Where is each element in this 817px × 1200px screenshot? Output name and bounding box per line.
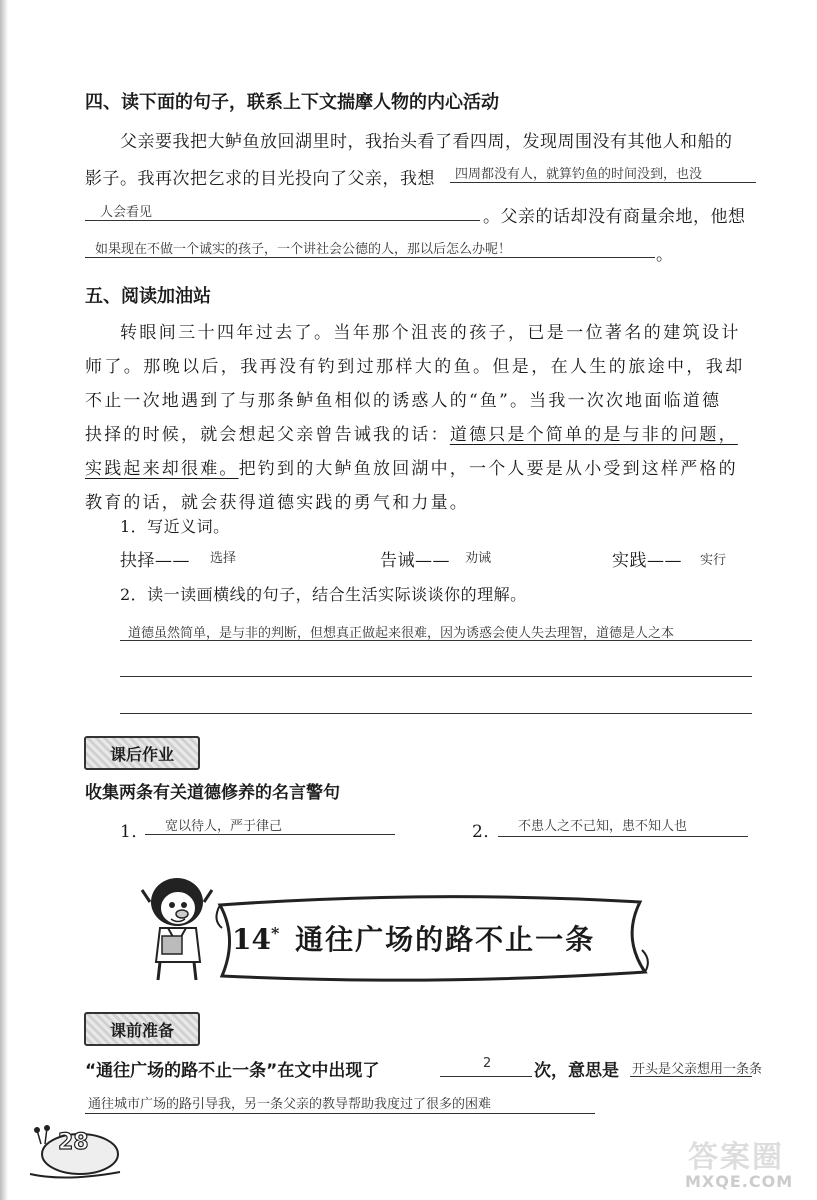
synonym-answer: 选择 [210,551,237,566]
passage-line [85,454,738,479]
section4-heading: 四、读下面的句子，联系上下文揣摩人物的内心活动 [85,92,499,113]
synonym-word: 告诫—— [380,551,450,571]
lesson-heading [232,918,595,958]
prep-tag: 课前准备 [84,1012,200,1046]
passage-line: 不止一次地遇到了与那条鲈鱼相似的诱惑人的“鱼”。当我一次次地面临道德 [85,391,722,411]
student-cartoon-illustration [138,872,216,982]
lesson-title: 通往广场的路不止一条 [295,923,596,956]
answer-line [450,182,756,183]
answer-line [120,640,752,641]
section4-end: 。 [656,245,674,265]
answer-line [120,713,752,714]
synonym-word: 抉择—— [120,551,190,571]
prep-question-a: “通往广场的路不止一条”在文中出现了 [85,1061,380,1081]
underlined-sentence: 道德只是个简单的是与非的问题， [449,425,738,445]
answer-line [440,1076,532,1077]
passage-line [85,420,738,445]
section4-line3: 。父亲的话却没有商量余地，他想 [483,207,746,227]
homework-heading: 收集两条有关道德修养的名言警句 [85,783,340,803]
question2-answer: 道德虽然简单，是与非的判断，但想真正做起来很难，因为诱惑会使人失去理智，道德是人之本 [128,626,675,641]
prep-answer-a: 开头是父亲想用一条条 [632,1062,763,1077]
passage-line: 转眼间三十四年过去了。当年那个沮丧的孩子，已是一位著名的建筑设计 [120,323,741,343]
homework-tag: 课后作业 [84,736,200,770]
answer-line [120,676,752,677]
underlined-sentence: 实践起来却很难。 [85,459,239,479]
page-spine-shadow [0,0,8,1200]
prep-question-b: 次，意思是 [534,1061,619,1081]
watermark-logo: 答案圈 [688,1140,784,1175]
answer1-part2: 人会看见 [100,205,153,220]
synonym-answer: 实行 [700,553,727,568]
question1: 1．写近义词。 [120,517,230,536]
prep-answer-b: 通往城市广场的路引导我，另一条父亲的教导帮助我度过了很多的困难 [88,1097,492,1112]
answer-line [498,836,748,837]
section5-heading: 五、阅读加油站 [85,286,211,307]
answer-line [85,220,480,221]
prep-count: 2 [483,1056,492,1071]
question2: 2．读一读画横线的句子，结合生活实际谈谈你的理解。 [120,585,527,604]
answer-line [85,257,655,258]
passage-line: 教育的话，就会获得道德实践的勇气和力量。 [85,493,469,513]
answer1-part1: 四周都没有人，就算钓鱼的时间没到，也没 [455,167,703,182]
quote-answer-1: 宽以待人，严于律己 [165,819,283,834]
lesson-star: * [270,923,280,943]
passage-line: 师了。那晚以后，我再没有钓到过那样大的鱼。但是，在人生的旅途中，我却 [85,357,745,377]
lesson-number: 14 [232,923,271,956]
section4-line2: 影子。我再次把乞求的目光投向了父亲，我想 [85,169,435,189]
passage-text: 抉择的时候，就会想起父亲曾告诫我的话： [85,425,450,445]
item-number: 1． [120,822,149,842]
synonym-answer: 劝诫 [465,551,492,566]
passage-text: 把钓到的大鲈鱼放回湖中，一个人要是从小受到这样严格的 [238,459,738,479]
watermark-site: MXQE.COM [685,1172,794,1191]
synonym-word: 实践—— [612,551,682,571]
section4-line1: 父亲要我把大鲈鱼放回湖里时，我抬头看了看四周，发现周围没有其他人和船的 [120,132,733,152]
quote-answer-2: 不患人之不己知，患不知人也 [518,819,688,834]
answer-line [85,1113,595,1114]
answer2: 如果现在不做一个诚实的孩子，一个讲社会公德的人，那以后怎么办呢！ [95,242,512,257]
answer-line [630,1076,752,1077]
answer-line [145,834,395,835]
page-number: 28 [58,1130,89,1155]
item-number: 2． [472,822,501,842]
